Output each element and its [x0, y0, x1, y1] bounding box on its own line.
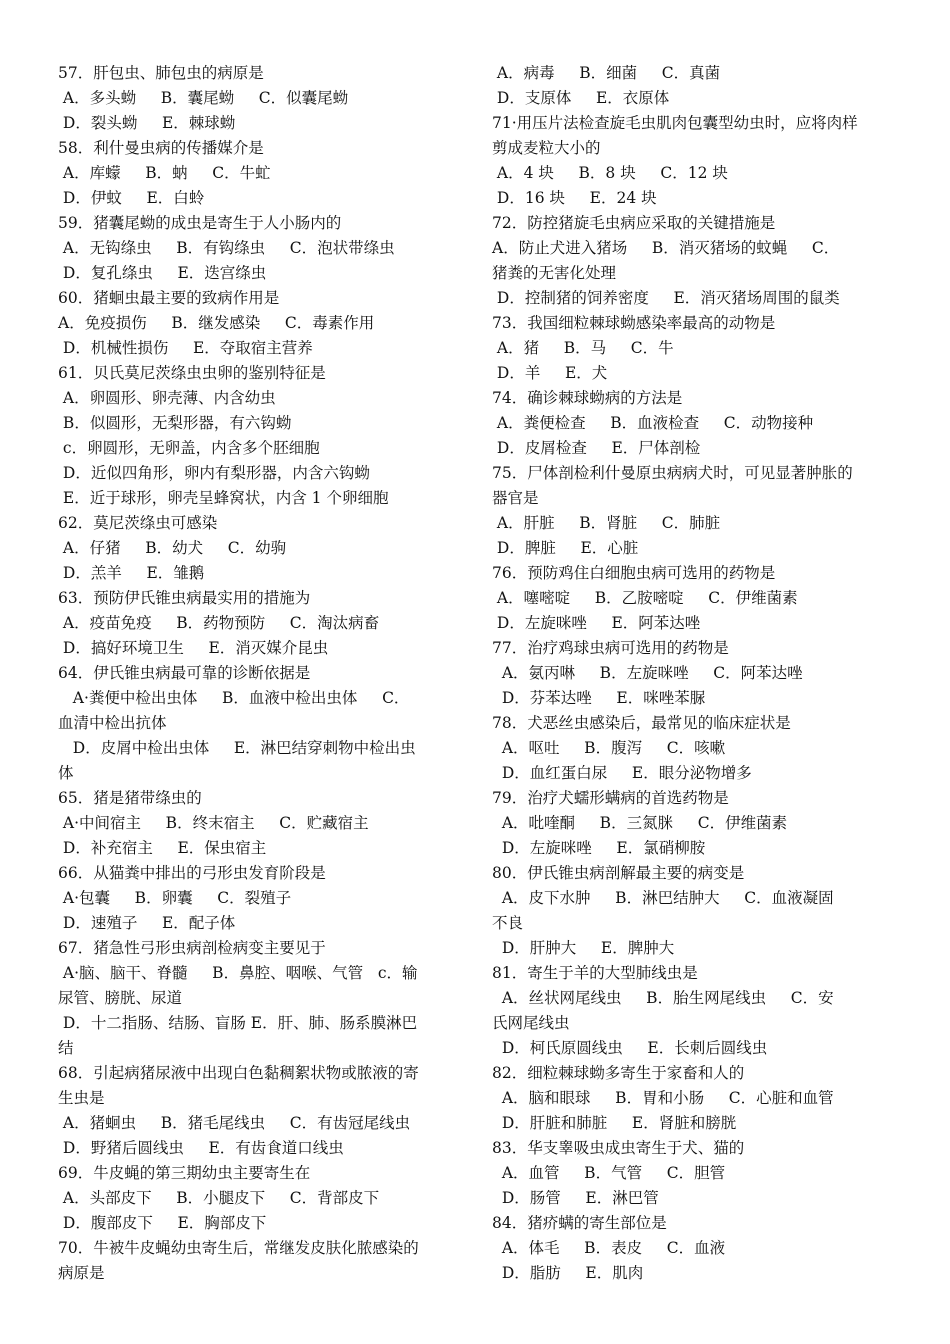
text-line: 70．牛被牛皮蝇幼虫寄生后，常继发皮肤化脓感染的: [58, 1239, 419, 1257]
text-line: D．皮屑检查 E．尸体剖检: [492, 439, 701, 457]
text-line: 生虫是: [58, 1089, 105, 1107]
text-line: 61．贝氏莫尼茨绦虫虫卵的鉴别特征是: [58, 364, 326, 382]
text-line: 58．利什曼虫病的传播媒介是: [58, 139, 264, 157]
text-line: A．氨丙啉 B．左旋咪唑 C．阿苯达唑: [492, 664, 803, 682]
text-line: D．脂肪 E．肌肉: [492, 1264, 644, 1282]
text-line: 80．伊氏锥虫病剖解最主要的病变是: [492, 864, 745, 882]
text-line: 77．治疗鸡球虫病可选用的药物是: [492, 639, 729, 657]
text-line: 器官是: [492, 489, 539, 507]
text-line: A．无钩绦虫 B．有钩绦虫 C．泡状带绦虫: [58, 239, 395, 257]
text-line: D．16 块 E．24 块: [492, 189, 657, 207]
text-line: D．脾脏 E．心脏: [492, 539, 639, 557]
text-line: D．速殖子 E．配子体: [58, 914, 236, 932]
text-line: D．十二指肠、结肠、盲肠 E．肝、肺、肠系膜淋巴: [58, 1014, 418, 1032]
text-line: 不良: [492, 914, 524, 932]
text-line: A．体毛 B．表皮 C．血液: [492, 1239, 726, 1257]
text-line: D．左旋咪唑 E．氯硝柳胺: [492, 839, 706, 857]
text-line: D．羔羊 E．雏鹅: [58, 564, 205, 582]
text-line: 84．猪疥螨的寄生部位是: [492, 1214, 667, 1232]
text-line: D．羊 E．犬: [492, 364, 608, 382]
text-line: 79．治疗犬蠕形螨病的首选药物是: [492, 789, 729, 807]
text-line: D．野猪后圆线虫 E．有齿食道口线虫: [58, 1139, 344, 1157]
text-line: D．肠管 E．淋巴管: [492, 1189, 659, 1207]
text-line: D．左旋咪唑 E．阿苯达唑: [492, 614, 701, 632]
text-line: 病原是: [58, 1264, 105, 1282]
text-line: 血清中检出抗体: [58, 714, 167, 732]
text-line: 59．猪囊尾蚴的成虫是寄生于人小肠内的: [58, 214, 342, 232]
right-column: [492, 61, 896, 1286]
text-line: D．支原体 E．衣原体: [492, 89, 670, 107]
text-line: 83．华支睾吸虫成虫寄生于犬、猫的: [492, 1139, 745, 1157]
text-line: D．机械性损伤 E．夺取宿主营养: [58, 339, 313, 357]
text-line: A·脑、脑干、脊髓 B．鼻腔、咽喉、气管 c．输: [58, 964, 418, 982]
text-line: A·包囊 B．卵囊 C．裂殖子: [58, 889, 292, 907]
text-line: A．头部皮下 B．小腿皮下 C．背部皮下: [58, 1189, 380, 1207]
text-line: 65．猪是猪带绦虫的: [58, 789, 202, 807]
text-line: 75．尸体剖检利什曼原虫病病犬时，可见显著肿胀的: [492, 464, 853, 482]
text-line: D．裂头蚴 E．棘球蚴: [58, 114, 236, 132]
text-line: 60．猪蛔虫最主要的致病作用是: [58, 289, 280, 307]
text-line: 72．防控猪旋毛虫病应采取的关键措施是: [492, 214, 776, 232]
text-line: A．脑和眼球 B．胃和小肠 C．心脏和血管: [492, 1089, 834, 1107]
text-line: A．皮下水肿 B．淋巴结肿大 C．血液凝固: [492, 889, 834, 907]
text-line: D．近似四角形，卵内有梨形器，内含六钩蚴: [58, 464, 370, 482]
text-line: A．猪 B．马 C．牛: [492, 339, 674, 357]
text-line: 64．伊氏锥虫病最可靠的诊断依据是: [58, 664, 311, 682]
text-line: c．卵圆形，无卵盖，内含多个胚细胞: [58, 439, 320, 457]
text-line: A．吡喹酮 B．三氮脒 C．伊维菌素: [492, 814, 788, 832]
text-line: A．呕吐 B．腹泻 C．咳嗽: [492, 739, 726, 757]
text-line: A．猪蛔虫 B．猪毛尾线虫 C．有齿冠尾线虫: [58, 1114, 411, 1132]
text-line: A．免疫损伤 B．继发感染 C．毒素作用: [58, 314, 375, 332]
text-line: A·中间宿主 B．终末宿主 C．贮藏宿主: [58, 814, 369, 832]
text-line: A．仔猪 B．幼犬 C．幼驹: [58, 539, 287, 557]
text-line: 62．莫尼茨绦虫可感染: [58, 514, 218, 532]
text-line: 82．细粒棘球蚴多寄生于家畜和人的: [492, 1064, 745, 1082]
left-column: [58, 61, 464, 1286]
text-line: A．血管 B．气管 C．胆管: [492, 1164, 726, 1182]
text-line: D．皮屑中检出虫体 E．淋巴结穿刺物中检出虫: [58, 739, 416, 757]
text-line: A．噻嘧啶 B．乙胺嘧啶 C．伊维菌素: [492, 589, 798, 607]
text-line: 57．肝包虫、肺包虫的病原是: [58, 64, 264, 82]
text-line: 63．预防伊氏锥虫病最实用的措施为: [58, 589, 311, 607]
text-line: A．卵圆形、卵壳薄、内含幼虫: [58, 389, 276, 407]
text-line: D．腹部皮下 E．胸部皮下: [58, 1214, 267, 1232]
text-line: D．血红蛋白尿 E．眼分泌物增多: [492, 764, 752, 782]
text-line: A．粪便检查 B．血液检查 C．动物接种: [492, 414, 814, 432]
text-line: D．控制猪的饲养密度 E．消灭猪场周围的鼠类: [492, 289, 840, 307]
text-line: 67．猪急性弓形虫病剖检病变主要见于: [58, 939, 326, 957]
text-line: A．4 块 B．8 块 C．12 块: [492, 164, 728, 182]
text-line: D．柯氏原圆线虫 E．长刺后圆线虫: [492, 1039, 768, 1057]
text-line: 氏网尾线虫: [492, 1014, 570, 1032]
text-line: 74．确诊棘球蚴病的方法是: [492, 389, 683, 407]
text-line: D．搞好环境卫生 E．消灭媒介昆虫: [58, 639, 329, 657]
text-line: A．丝状网尾线虫 B．胎生网尾线虫 C．安: [492, 989, 834, 1007]
text-line: A．疫苗免疫 B．药物预防 C．淘汰病畜: [58, 614, 380, 632]
text-line: 73．我国细粒棘球蚴感染率最高的动物是: [492, 314, 776, 332]
text-line: D．伊蚊 E．白蛉: [58, 189, 205, 207]
text-line: A．病毒 B．细菌 C．真菌: [492, 64, 721, 82]
text-line: 76．预防鸡住白细胞虫病可选用的药物是: [492, 564, 776, 582]
text-line: 体: [58, 764, 74, 782]
text-line: A·粪便中检出虫体 B．血液中检出虫体 C．: [58, 689, 410, 707]
text-line: 猪粪的无害化处理: [492, 264, 617, 282]
text-line: A．肝脏 B．肾脏 C．肺脏: [492, 514, 721, 532]
text-line: 66．从猫粪中排出的弓形虫发育阶段是: [58, 864, 326, 882]
text-line: 71·用压片法检查旋毛虫肌肉包囊型幼虫时，应将肉样: [492, 114, 858, 132]
text-line: D．复孔绦虫 E．迭宫绦虫: [58, 264, 267, 282]
text-line: E．近于球形，卵壳呈蜂窝状，内含 1 个卵细胞: [58, 489, 389, 507]
text-line: 81．寄生于羊的大型肺线虫是: [492, 964, 698, 982]
text-line: D．肝脏和肺脏 E．肾脏和膀胱: [492, 1114, 737, 1132]
text-line: 尿管、膀胱、尿道: [58, 989, 183, 1007]
text-line: D．补充宿主 E．保虫宿主: [58, 839, 267, 857]
text-line: A．防止犬进入猪场 B．消灭猪场的蚊蝇 C．: [492, 239, 840, 257]
text-line: 69．牛皮蝇的第三期幼虫主要寄生在: [58, 1164, 311, 1182]
text-line: 结: [58, 1039, 74, 1057]
text-line: A．多头蚴 B．囊尾蚴 C．似囊尾蚴: [58, 89, 349, 107]
text-line: A．库蠓 B．蚋 C．牛虻: [58, 164, 271, 182]
text-line: 剪成麦粒大小的: [492, 139, 601, 157]
text-line: 68．引起病猪尿液中出现白色黏稠絮状物或脓液的寄: [58, 1064, 419, 1082]
text-line: B．似圆形，无梨形器，有六钩蚴: [58, 414, 292, 432]
text-line: 78．犬恶丝虫感染后，最常见的临床症状是: [492, 714, 791, 732]
text-line: D．肝肿大 E．脾肿大: [492, 939, 675, 957]
text-line: D．芬苯达唑 E．咪唑苯脲: [492, 689, 706, 707]
